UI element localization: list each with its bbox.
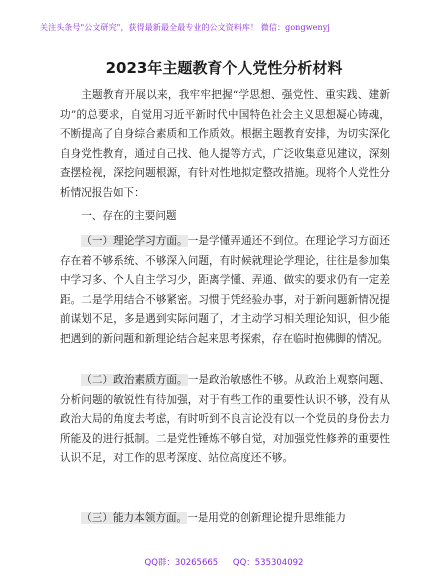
footer-qq-group: QQ群：30265665 — [144, 558, 219, 568]
theory-text: 一是学懂弄通还不到位。在理论学习方面还存在着不够系统、不够深入问题，有时候就理论学理论，往往是参加集中学习多、个人自主学习少，距离学懂、弄通、做实的要求仍有一定差距。二是学用结合不够紧密。习惯于凭经验办事，对于新问题新情况提前谋划不足，多是遇到实际问题了，才主动学习相关理论知识，但少能把遇到的新问题和新理论结合起来思考探索，存在临时抱佛脚的情况。 — [60, 235, 391, 345]
ability-text: 一是用党的创新理论提升思维能力 — [187, 512, 347, 524]
footer-qq: QQ：535304092 — [232, 558, 304, 568]
intro-text: 主题教育开展以来，我牢牢把握“学思想、强党性、重实践、建新功”的总要求，自觉用习近平新时代中国特色社会主义思想凝心铸魂，不断提高了自身综合素质和工作质效。根据主题教育安排，为切实深化自身党性教育，通过自己找、他人提等方式，广泛收集意见建议，深刻查摆检视，深挖问题根源，有针对性地拟定整改措施。现将个人党性分析情况报告如下： — [60, 89, 390, 199]
theory-label: （一）理论学习方面。 — [81, 235, 188, 247]
footer-contact — [0, 556, 448, 568]
header-banner: 关注头条号"公文研究"，获得最新最全最专业的公文资料库！ 微信：gongwenyj — [40, 23, 330, 32]
document-title: 2023年主题教育个人党性分析材料 — [105, 59, 343, 77]
ability-label: （三）能力本领方面。 — [81, 512, 188, 524]
section-heading — [60, 207, 390, 227]
theory-paragraph — [60, 232, 390, 350]
section1-heading: 一、存在的主要问题 — [81, 210, 177, 222]
political-text: 一是政治敏感性不够。从政治上观察问题、分析问题的敏锐性有待加强，对于有些工作的重要性认识不够，没有从政治大局的角度去考虑，有时听到不良言论没有以一个党员的身份去力所能及的进行抵制。二是党性锤炼不够自觉，对加强党性修养的重要性认识不足，对工作的思考深度、站位高度还不够。 — [60, 374, 391, 465]
ability-paragraph — [60, 509, 390, 529]
political-label: （二）政治素质方面。 — [81, 374, 188, 386]
intro-paragraph — [60, 86, 390, 204]
political-paragraph — [60, 371, 390, 469]
